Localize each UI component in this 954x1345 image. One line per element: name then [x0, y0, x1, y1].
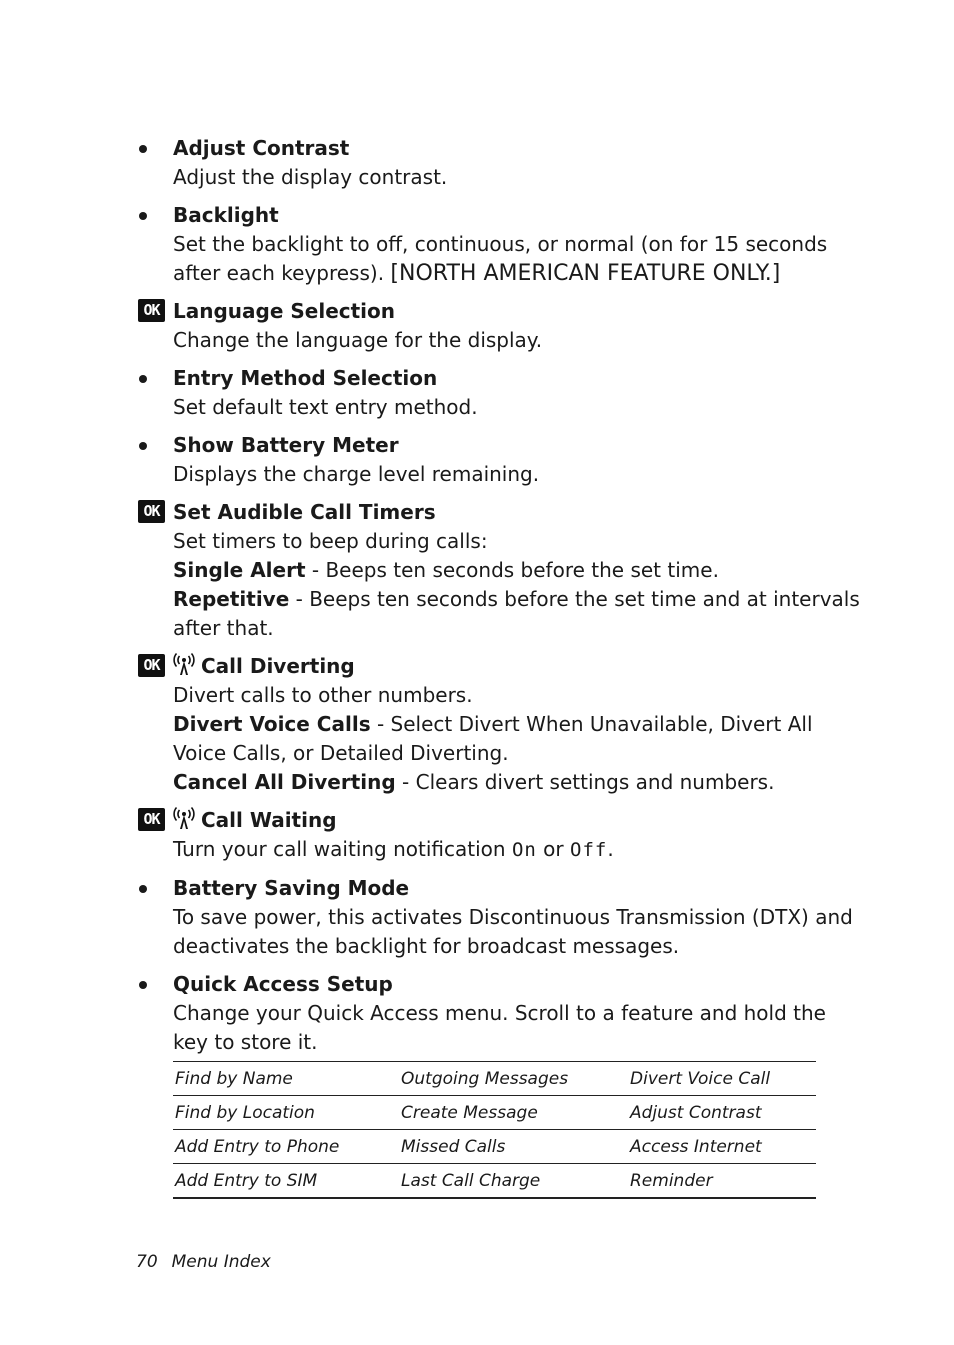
menu-item-audible-call-timers — [136, 498, 860, 643]
divert-voice-line-cont: Voice Calls, or Detailed Diverting. — [173, 741, 509, 765]
single-alert-line — [173, 556, 818, 585]
table-row — [173, 1164, 816, 1199]
menu-item-quick-access — [136, 970, 826, 1199]
menu-item-call-diverting — [136, 652, 818, 797]
network-antenna-icon — [173, 806, 195, 830]
item-title: Language Selection — [173, 299, 396, 323]
page-footer — [136, 1252, 285, 1272]
single-alert-label: Single Alert — [173, 558, 306, 582]
cancel-diverting-line — [173, 768, 818, 797]
on-option: On — [511, 839, 537, 861]
item-title: Call Diverting — [201, 654, 355, 678]
cancel-diverting-text: - Clears divert settings and numbers. — [395, 770, 775, 794]
divert-voice-text: - Select Divert When Unavailable, Divert All — [370, 712, 813, 736]
call-waiting-end: . — [607, 837, 614, 861]
item-title-row — [173, 806, 818, 835]
table-cell: Outgoing Messages — [399, 1062, 628, 1096]
item-description-cont — [173, 259, 818, 288]
menu-index-content — [136, 134, 860, 1208]
menu-item-battery-saving — [136, 874, 853, 961]
ok-icon: OK — [138, 808, 165, 831]
item-description-cont: deactivates the backlight for broadcast messages. — [173, 934, 680, 958]
bullet-icon — [139, 981, 147, 989]
item-title: Show Battery Meter — [173, 433, 399, 457]
table-cell: Find by Name — [173, 1062, 399, 1096]
table-row — [173, 1062, 816, 1096]
item-title: Quick Access Setup — [173, 972, 393, 996]
item-description: Change your Quick Access menu. Scroll to a feature and hold the — [173, 1001, 826, 1025]
item-title-row — [173, 652, 818, 681]
item-title: Battery Saving Mode — [173, 876, 410, 900]
call-waiting-prefix: Turn your call waiting notification — [173, 837, 512, 861]
page-number: 70 — [136, 1252, 158, 1272]
item-title: Backlight — [173, 203, 279, 227]
bullet-icon — [139, 212, 147, 220]
region-note: [NORTH AMERICAN FEATURE ONLY.] — [390, 261, 781, 286]
ok-icon: OK — [138, 299, 165, 322]
bullet-icon — [139, 375, 147, 383]
menu-item-entry-method — [136, 364, 818, 422]
repetitive-text: - Beeps ten seconds before the set time and at intervals — [289, 587, 860, 611]
item-description: Change the language for the display. — [173, 328, 543, 352]
table-cell: Adjust Contrast — [628, 1096, 816, 1130]
menu-item-language-selection — [136, 297, 818, 355]
ok-icon: OK — [138, 500, 165, 523]
menu-item-battery-meter — [136, 431, 818, 489]
item-description-cont: key to store it. — [173, 1030, 318, 1054]
bullet-icon — [139, 885, 147, 893]
item-description: Adjust the display contrast. — [173, 165, 448, 189]
table-cell: Divert Voice Call — [628, 1062, 816, 1096]
item-description: Set default text entry method. — [173, 395, 478, 419]
item-description: Set the backlight to off, continuous, or normal (on for 15 seconds — [173, 232, 828, 256]
item-title: Adjust Contrast — [173, 136, 350, 160]
menu-item-adjust-contrast — [136, 134, 818, 192]
item-description — [173, 835, 818, 865]
table-cell: Add Entry to Phone — [173, 1130, 399, 1164]
repetitive-line — [173, 585, 860, 614]
call-waiting-mid: or — [536, 837, 571, 861]
network-antenna-icon — [173, 652, 195, 676]
off-option: Off — [570, 839, 608, 861]
table-cell: Add Entry to SIM — [173, 1164, 399, 1199]
table-cell: Last Call Charge — [399, 1164, 628, 1199]
divert-voice-line — [173, 710, 818, 739]
item-description: To save power, this activates Discontinuous Transmission (DTX) and — [173, 905, 853, 929]
menu-item-call-waiting — [136, 806, 818, 865]
divert-voice-label: Divert Voice Calls — [173, 712, 371, 736]
section-name: Menu Index — [171, 1252, 271, 1272]
repetitive-label: Repetitive — [173, 587, 290, 611]
item-title: Entry Method Selection — [173, 366, 438, 390]
table-cell: Find by Location — [173, 1096, 399, 1130]
single-alert-text: - Beeps ten seconds before the set time. — [305, 558, 719, 582]
item-title: Call Waiting — [201, 808, 337, 832]
quick-access-table — [173, 1061, 816, 1199]
item-description: Divert calls to other numbers. — [173, 683, 473, 707]
table-cell: Access Internet — [628, 1130, 816, 1164]
ok-icon: OK — [138, 654, 165, 677]
table-cell: Reminder — [628, 1164, 816, 1199]
table-cell: Create Message — [399, 1096, 628, 1130]
table-row — [173, 1130, 816, 1164]
table-row — [173, 1096, 816, 1130]
cancel-diverting-label: Cancel All Diverting — [173, 770, 396, 794]
table-cell: Missed Calls — [399, 1130, 628, 1164]
item-title: Set Audible Call Timers — [173, 500, 436, 524]
item-description-text: after each keypress). — [173, 261, 385, 285]
item-description: Displays the charge level remaining. — [173, 462, 540, 486]
menu-item-backlight — [136, 201, 828, 288]
repetitive-line-cont: after that. — [173, 616, 274, 640]
bullet-icon — [139, 442, 147, 450]
bullet-icon — [139, 145, 147, 153]
item-description: Set timers to beep during calls: — [173, 529, 488, 553]
